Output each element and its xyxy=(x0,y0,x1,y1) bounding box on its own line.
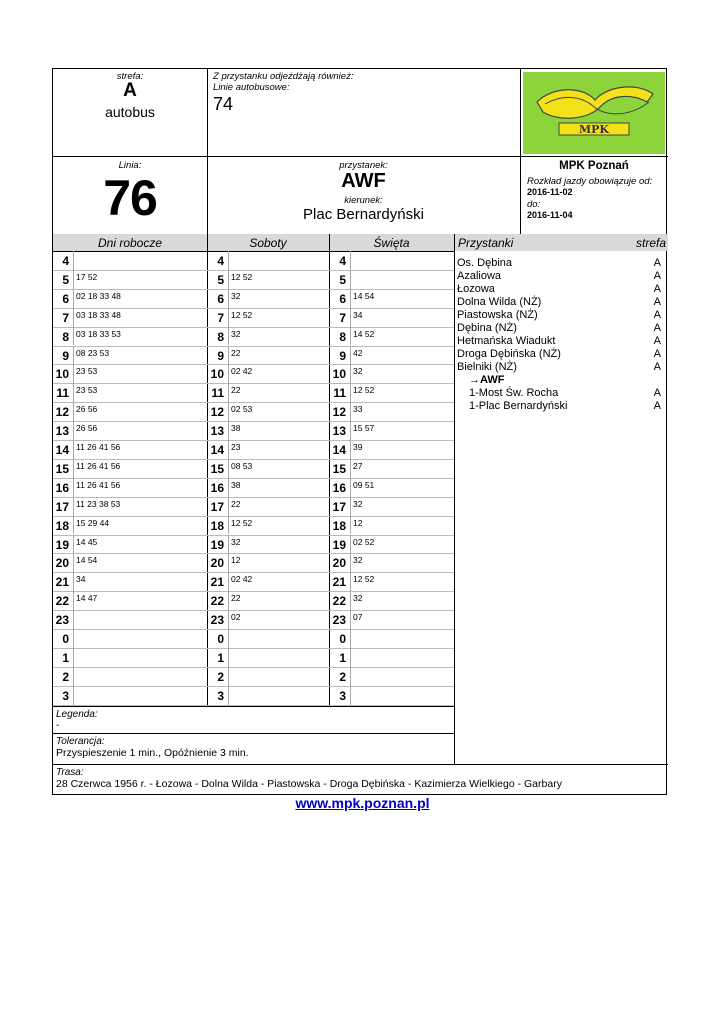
hour-divider xyxy=(228,251,229,270)
other-lines-sublabel: Linie autobusowe: xyxy=(213,82,290,93)
hour-divider xyxy=(228,421,229,440)
hour-saturdays: 15 xyxy=(210,461,224,476)
row-separator xyxy=(53,308,454,309)
stop-name: AWF xyxy=(341,170,386,192)
minutes-holidays: 27 xyxy=(353,460,363,471)
row-separator xyxy=(53,289,454,290)
row-separator xyxy=(53,383,454,384)
valid-from: 2016-11-02 xyxy=(527,187,573,197)
hour-divider xyxy=(350,270,351,289)
hour-holidays: 19 xyxy=(332,537,346,552)
hour-weekdays: 17 xyxy=(55,499,69,514)
minutes-saturdays: 22 xyxy=(231,498,241,509)
route-label: Trasa: xyxy=(56,767,84,778)
legend-label: Legenda: xyxy=(56,709,98,720)
hour-saturdays: 16 xyxy=(210,480,224,495)
minutes-weekdays: 03 18 33 48 xyxy=(76,309,121,320)
row-separator xyxy=(53,478,454,479)
minutes-saturdays: 32 xyxy=(231,328,241,339)
minutes-holidays: 42 xyxy=(353,347,363,358)
hour-divider xyxy=(73,667,74,686)
hour-divider xyxy=(73,648,74,667)
hour-divider xyxy=(228,270,229,289)
hour-divider xyxy=(228,402,229,421)
row-separator xyxy=(53,516,454,517)
minutes-saturdays: 32 xyxy=(231,536,241,547)
line-number: 76 xyxy=(103,170,157,226)
valid-from-label: Rozkład jazdy obowiązuje od: xyxy=(527,176,653,187)
hour-divider xyxy=(73,610,74,629)
stop-zone: A xyxy=(653,387,661,399)
row-separator xyxy=(53,364,454,365)
hour-divider xyxy=(228,667,229,686)
hour-divider xyxy=(228,686,229,705)
minutes-holidays: 15 57 xyxy=(353,423,375,434)
hour-divider xyxy=(228,648,229,667)
hour-holidays: 1 xyxy=(339,650,346,665)
hour-saturdays: 8 xyxy=(217,329,224,344)
hour-weekdays: 4 xyxy=(62,254,69,268)
hour-divider xyxy=(73,516,74,535)
hour-weekdays: 16 xyxy=(55,480,69,495)
row-separator xyxy=(53,553,454,554)
hour-divider xyxy=(350,478,351,497)
hour-divider xyxy=(350,383,351,402)
hour-divider xyxy=(350,459,351,478)
hour-weekdays: 20 xyxy=(55,556,69,571)
minutes-saturdays: 22 xyxy=(231,385,241,396)
tolerance-label: Tolerancja: xyxy=(56,736,105,747)
timetable-frame xyxy=(52,68,667,795)
other-lines-label: Z przystanku odjeżdżają również: xyxy=(213,71,354,82)
hour-holidays: 15 xyxy=(332,461,346,476)
hour-holidays: 20 xyxy=(332,556,346,571)
hour-divider xyxy=(73,553,74,572)
stop-name: Dolna Wilda (NŻ) xyxy=(457,296,542,308)
minutes-weekdays: 23 53 xyxy=(76,366,98,377)
row-separator xyxy=(53,591,454,592)
hour-weekdays: 12 xyxy=(55,405,69,420)
hour-divider xyxy=(73,251,74,270)
hour-divider xyxy=(73,327,74,346)
stop-name: 1-Most Św. Rocha xyxy=(469,387,559,399)
stop-name: Dębina (NŻ) xyxy=(457,322,517,334)
minutes-saturdays: 02 42 xyxy=(231,574,253,585)
hour-divider xyxy=(228,629,229,648)
hour-divider xyxy=(73,497,74,516)
hour-divider xyxy=(228,327,229,346)
minutes-saturdays: 38 xyxy=(231,423,241,434)
row-separator xyxy=(53,497,454,498)
row-separator xyxy=(53,648,454,649)
stop-zone: A xyxy=(653,257,661,269)
hour-saturdays: 11 xyxy=(211,386,224,401)
row-separator xyxy=(53,667,454,668)
hour-divider xyxy=(228,610,229,629)
col-holidays: Święta xyxy=(373,236,410,250)
hour-holidays: 18 xyxy=(332,518,346,533)
hour-holidays: 10 xyxy=(332,367,346,382)
hour-divider xyxy=(350,648,351,667)
hour-holidays: 16 xyxy=(332,480,346,495)
valid-to: 2016-11-04 xyxy=(527,210,573,220)
minutes-weekdays: 26 56 xyxy=(76,404,98,415)
hour-saturdays: 3 xyxy=(217,688,224,703)
hour-holidays: 14 xyxy=(332,443,346,457)
hour-holidays: 3 xyxy=(339,688,346,703)
hour-divider xyxy=(228,478,229,497)
minutes-weekdays: 03 18 33 53 xyxy=(76,328,121,339)
hour-holidays: 4 xyxy=(339,254,346,268)
direction-label: kierunek: xyxy=(344,195,383,206)
hour-divider xyxy=(73,440,74,459)
hour-divider xyxy=(73,346,74,365)
hour-divider xyxy=(228,383,229,402)
minutes-weekdays: 11 26 41 56 xyxy=(76,460,121,471)
hour-divider xyxy=(73,572,74,591)
minutes-saturdays: 38 xyxy=(231,479,241,490)
hour-divider xyxy=(228,553,229,572)
direction-name: Plac Bernardyński xyxy=(303,206,424,223)
minutes-weekdays: 14 45 xyxy=(76,536,98,547)
hour-weekdays: 9 xyxy=(62,348,69,363)
stop-zone: A xyxy=(653,270,661,282)
hour-divider xyxy=(350,591,351,610)
hour-divider xyxy=(350,327,351,346)
minutes-weekdays: 14 54 xyxy=(76,555,98,566)
row-separator xyxy=(53,629,454,630)
hour-divider xyxy=(350,686,351,705)
hour-divider xyxy=(350,497,351,516)
hour-holidays: 12 xyxy=(332,405,346,420)
hour-saturdays: 12 xyxy=(210,405,224,420)
hour-weekdays: 13 xyxy=(55,424,69,439)
minutes-holidays: 14 54 xyxy=(353,290,375,301)
row-separator xyxy=(53,270,454,271)
hour-divider xyxy=(350,516,351,535)
stop-name: Os. Dębina xyxy=(457,257,513,269)
minutes-holidays: 32 xyxy=(353,593,363,604)
row-separator xyxy=(53,610,454,611)
hour-divider xyxy=(228,572,229,591)
hour-saturdays: 22 xyxy=(210,594,224,609)
hour-holidays: 17 xyxy=(332,499,346,514)
row-separator xyxy=(53,402,454,403)
row-separator xyxy=(53,440,454,441)
stop-zone: A xyxy=(653,361,661,373)
stop-zone: A xyxy=(653,322,661,334)
hour-divider xyxy=(228,535,229,554)
hour-saturdays: 20 xyxy=(210,556,224,571)
hour-weekdays: 11 xyxy=(56,386,69,401)
minutes-saturdays: 12 xyxy=(231,555,241,566)
row-separator xyxy=(53,686,454,687)
hour-weekdays: 15 xyxy=(55,461,69,476)
hour-weekdays: 6 xyxy=(62,291,69,306)
minutes-holidays: 32 xyxy=(353,498,363,509)
minutes-weekdays: 15 29 44 xyxy=(76,517,110,528)
hour-divider xyxy=(350,402,351,421)
hour-divider xyxy=(228,308,229,327)
minutes-holidays: 12 xyxy=(353,517,363,528)
hour-divider xyxy=(350,421,351,440)
legend-value: - xyxy=(56,720,60,731)
valid-to-label: do: xyxy=(527,199,541,210)
hour-saturdays: 4 xyxy=(217,254,224,268)
line-label: Linia: xyxy=(118,160,142,171)
minutes-saturdays: 02 xyxy=(231,612,241,623)
row-separator xyxy=(53,572,454,573)
minutes-holidays: 14 52 xyxy=(353,328,375,339)
hour-divider xyxy=(228,516,229,535)
minutes-saturdays: 02 42 xyxy=(231,366,253,377)
stop-zone: A xyxy=(653,283,661,295)
minutes-holidays: 32 xyxy=(353,366,363,377)
stop-name: Azaliowa xyxy=(457,270,502,282)
hour-weekdays: 14 xyxy=(55,443,69,457)
minutes-saturdays: 22 xyxy=(231,347,241,358)
minutes-weekdays: 11 23 38 53 xyxy=(76,498,121,509)
hour-weekdays: 23 xyxy=(55,613,69,628)
hour-divider xyxy=(73,289,74,308)
website-link[interactable]: www.mpk.poznan.pl xyxy=(295,795,430,811)
minutes-weekdays: 14 47 xyxy=(76,593,98,604)
hour-divider xyxy=(228,289,229,308)
stop-zone: A xyxy=(653,335,661,347)
stop-label: przystanek: xyxy=(339,160,388,171)
row-separator xyxy=(53,346,454,347)
hour-divider xyxy=(73,478,74,497)
hour-weekdays: 5 xyxy=(62,272,69,287)
stop-name: 1-Plac Bernardyński xyxy=(469,400,568,412)
hour-divider xyxy=(350,572,351,591)
stop-name: Piastowska (NŻ) xyxy=(457,309,538,321)
minutes-saturdays: 23 xyxy=(231,442,241,452)
hour-divider xyxy=(350,251,351,270)
row-separator xyxy=(53,535,454,536)
logo-text: MPK xyxy=(578,123,610,136)
other-lines-value: 74 xyxy=(213,94,234,114)
route-value: 28 Czerwca 1956 r. - Łozowa - Dolna Wilda - Piastowska - Droga Dębińska - Kazimierza Wielkiego - Garbary xyxy=(56,778,562,790)
minutes-holidays: 07 xyxy=(353,612,363,623)
hour-holidays: 6 xyxy=(339,291,346,306)
hour-holidays: 22 xyxy=(332,594,346,609)
hour-weekdays: 0 xyxy=(62,632,69,646)
col-weekdays: Dni robocze xyxy=(97,236,163,250)
hour-saturdays: 5 xyxy=(217,272,224,287)
hour-saturdays: 1 xyxy=(217,650,224,665)
hour-holidays: 5 xyxy=(339,272,346,287)
minutes-holidays: 12 52 xyxy=(353,574,375,585)
zone-value: A xyxy=(123,80,137,101)
hour-divider xyxy=(73,421,74,440)
minutes-saturdays: 08 53 xyxy=(231,460,253,471)
hour-saturdays: 19 xyxy=(210,537,224,552)
hour-saturdays: 14 xyxy=(210,443,224,457)
minutes-weekdays: 11 26 41 56 xyxy=(76,442,121,452)
zone-label: strefa: xyxy=(116,71,144,82)
hour-holidays: 13 xyxy=(332,424,346,439)
hour-divider xyxy=(73,459,74,478)
minutes-saturdays: 12 52 xyxy=(231,309,253,320)
hour-saturdays: 13 xyxy=(210,424,224,439)
stop-zone: A xyxy=(653,309,661,321)
hour-divider xyxy=(350,553,351,572)
stop-name: Hetmańska Wiadukt xyxy=(457,335,556,347)
hour-weekdays: 2 xyxy=(62,669,69,684)
hour-divider xyxy=(228,364,229,383)
row-separator xyxy=(53,421,454,422)
minutes-weekdays: 23 53 xyxy=(76,385,98,396)
row-separator xyxy=(53,459,454,460)
hour-divider xyxy=(350,440,351,459)
hour-divider xyxy=(73,364,74,383)
stop-name: Droga Dębińska (NŻ) xyxy=(457,348,561,360)
hour-divider xyxy=(228,346,229,365)
hour-divider xyxy=(350,364,351,383)
minutes-saturdays: 12 52 xyxy=(231,517,253,528)
hour-saturdays: 2 xyxy=(217,669,224,684)
hour-divider xyxy=(228,459,229,478)
hour-holidays: 21 xyxy=(332,575,346,590)
hour-holidays: 9 xyxy=(339,348,346,363)
stop-zone: A xyxy=(653,348,661,360)
minutes-weekdays: 08 23 53 xyxy=(76,347,110,358)
hour-divider xyxy=(350,610,351,629)
hour-saturdays: 10 xyxy=(210,367,224,382)
row-separator xyxy=(53,327,454,328)
hour-divider xyxy=(350,346,351,365)
minutes-weekdays: 26 56 xyxy=(76,423,98,434)
minutes-weekdays: 11 26 41 56 xyxy=(76,479,121,490)
hour-holidays: 23 xyxy=(332,613,346,628)
stop-zone: A xyxy=(653,400,661,412)
hour-divider xyxy=(350,667,351,686)
hour-holidays: 0 xyxy=(339,632,346,646)
minutes-holidays: 02 52 xyxy=(353,536,375,547)
minutes-holidays: 12 52 xyxy=(353,385,375,396)
minutes-saturdays: 32 xyxy=(231,290,241,301)
minutes-holidays: 09 51 xyxy=(353,479,375,490)
stop-name: →AWF xyxy=(469,374,505,386)
minutes-weekdays: 17 52 xyxy=(76,271,98,282)
hour-saturdays: 21 xyxy=(210,575,224,590)
hour-weekdays: 21 xyxy=(55,575,69,590)
minutes-saturdays: 22 xyxy=(231,593,241,604)
company-name: MPK Poznań xyxy=(559,160,629,172)
hour-saturdays: 7 xyxy=(217,310,224,325)
hour-saturdays: 6 xyxy=(217,291,224,306)
hour-divider xyxy=(73,270,74,289)
vehicle-type: autobus xyxy=(105,104,155,120)
hour-divider xyxy=(73,686,74,705)
hour-divider xyxy=(350,629,351,648)
hour-weekdays: 1 xyxy=(62,650,69,665)
minutes-holidays: 32 xyxy=(353,555,363,566)
hour-divider xyxy=(350,535,351,554)
minutes-holidays: 34 xyxy=(353,309,363,320)
mpk-logo xyxy=(523,72,665,154)
minutes-saturdays: 02 53 xyxy=(231,404,253,415)
minutes-weekdays: 02 18 33 48 xyxy=(76,290,121,301)
hour-weekdays: 22 xyxy=(55,594,69,609)
minutes-holidays: 39 xyxy=(353,442,363,452)
hour-weekdays: 8 xyxy=(62,329,69,344)
hour-divider xyxy=(73,402,74,421)
hour-divider xyxy=(73,308,74,327)
hour-divider xyxy=(228,497,229,516)
hour-saturdays: 23 xyxy=(210,613,224,628)
hour-saturdays: 18 xyxy=(210,518,224,533)
hour-weekdays: 10 xyxy=(55,367,69,382)
hour-divider xyxy=(73,535,74,554)
hour-divider xyxy=(350,308,351,327)
hour-divider xyxy=(73,383,74,402)
stop-zone: A xyxy=(653,296,661,308)
hour-weekdays: 3 xyxy=(62,688,69,703)
hour-weekdays: 7 xyxy=(62,310,69,325)
hour-holidays: 2 xyxy=(339,669,346,684)
hour-holidays: 8 xyxy=(339,329,346,344)
col-zone: strefa xyxy=(635,236,666,250)
hour-saturdays: 9 xyxy=(217,348,224,363)
col-saturdays: Soboty xyxy=(249,236,287,250)
minutes-weekdays: 34 xyxy=(76,574,86,585)
stop-name: Łozowa xyxy=(457,283,495,295)
hour-divider xyxy=(228,440,229,459)
hour-holidays: 7 xyxy=(339,310,346,325)
hour-weekdays: 19 xyxy=(55,537,69,552)
col-stops: Przystanki xyxy=(458,236,514,250)
hour-holidays: 11 xyxy=(333,386,346,401)
minutes-saturdays: 12 52 xyxy=(231,271,253,282)
hour-saturdays: 17 xyxy=(210,499,224,514)
hour-divider xyxy=(350,289,351,308)
minutes-holidays: 33 xyxy=(353,404,363,415)
hour-weekdays: 18 xyxy=(55,518,69,533)
hour-divider xyxy=(73,629,74,648)
stop-name: Bielniki (NŻ) xyxy=(457,361,517,373)
hour-divider xyxy=(228,591,229,610)
tolerance-value: Przyspieszenie 1 min., Opóźnienie 3 min. xyxy=(56,747,249,759)
hour-saturdays: 0 xyxy=(217,632,224,646)
hour-divider xyxy=(73,591,74,610)
